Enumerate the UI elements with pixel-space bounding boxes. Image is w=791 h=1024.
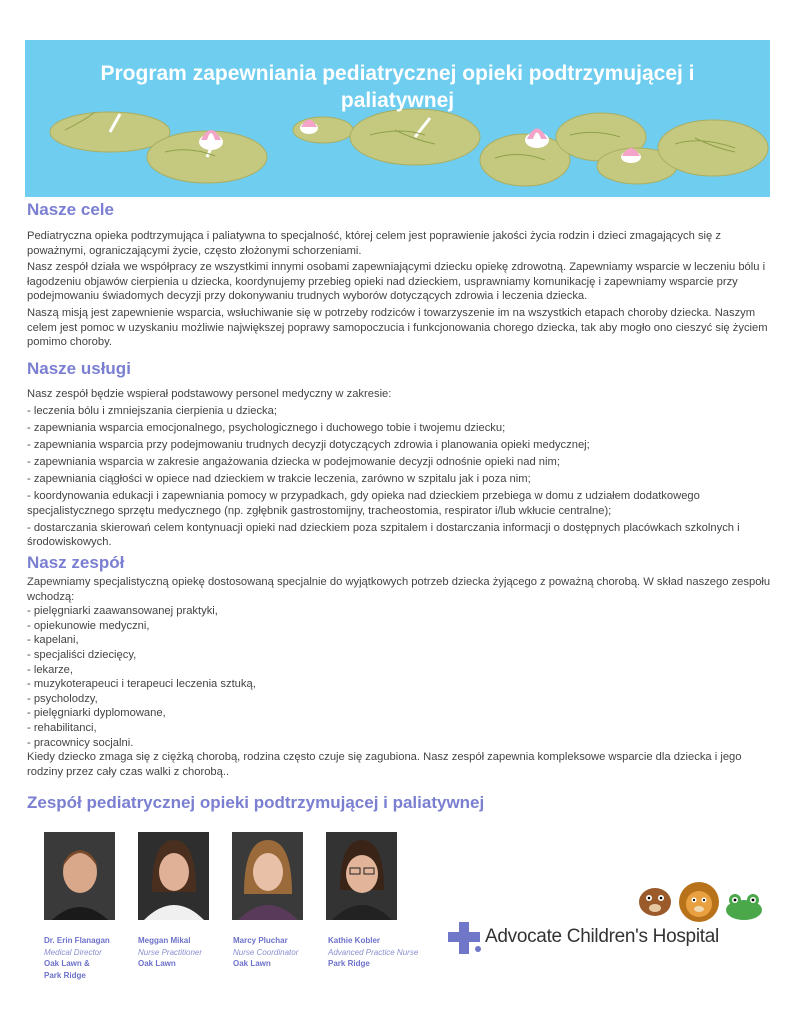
staff-photo	[44, 832, 115, 920]
staff-role: Nurse Coordinator	[233, 947, 299, 957]
list-item: - zapewniania wsparcia emocjonalnego, psychologicznego i duchowego tobie i twojemu dziecku;	[27, 421, 506, 434]
staff-photo	[326, 832, 397, 920]
hospital-logo	[447, 880, 767, 960]
list-item: - dostarczania skierowań celem kontynuacji opieki nad dzieckiem poza szpitalem i dostarczania informacji o dostępnych placówkach szkolnych i środowiskowych.	[27, 521, 740, 549]
goals-heading: Nasze cele	[27, 200, 114, 219]
list-item: - pracownicy socjalni.	[27, 736, 134, 749]
list-item: - pielęgniarki zaawansowanej praktyki,	[27, 605, 218, 618]
services-heading: Nasze usługi	[27, 359, 131, 378]
list-item: - muzykoterapeuci i terapeuci leczenia sztuką,	[27, 678, 256, 691]
staff-location: Oak Lawn	[138, 959, 176, 968]
staff-role: Medical Director	[44, 947, 102, 957]
list-item: - zapewniania wsparcia przy podejmowaniu trudnych decyzji dotyczących zdrowia i planowania opieki medycznej;	[27, 438, 590, 451]
staff-heading: Zespół pediatrycznej opieki podtrzymującej i paliatywnej	[27, 793, 485, 812]
staff-location: Oak Lawn &	[44, 959, 90, 968]
staff-card	[233, 935, 298, 970]
staff-card	[138, 935, 202, 970]
lion-icon	[679, 882, 719, 922]
team-heading: Nasz zespół	[27, 553, 125, 572]
staff-name: Dr. Erin Flanagan	[44, 936, 110, 945]
staff-role: Advanced Practice Nurse	[328, 947, 419, 957]
list-item: - rehabilitanci,	[27, 721, 97, 734]
staff-photo	[232, 832, 303, 920]
list-item: - opiekunowie medyczni,	[27, 619, 150, 632]
medical-cross-icon	[448, 922, 481, 954]
staff-photo	[138, 832, 209, 920]
staff-location: Park Ridge	[328, 959, 370, 968]
staff-name: Kathie Kobler	[328, 936, 381, 945]
goals-section	[27, 229, 772, 350]
logo-graphic	[447, 880, 767, 960]
lotus-flower-icon	[525, 129, 549, 149]
services-intro: Nasz zespół będzie wspierał podstawowy personel medyczny w zakresie:	[27, 388, 392, 400]
list-item: - specjaliści dziecięcy,	[27, 648, 137, 661]
list-item: - pielęgniarki dyplomowane,	[27, 707, 166, 720]
goals-paragraph: Nasz zespół działa we współpracy ze wszystkimi innymi osobami zapewniającymi dziecku opiekę zdrowotną. Zapewniamy wsparcie w leczeniu bólu i łagodzeniu objawów cierpienia u dziecka, koordynujemy przebieg opieki nad dzieckiem, usprawniamy komunikację i zapewniamy wsparcie przy podejmowaniu świadomych decyzji przy dokonywaniu trudnych wyborów dotyczących zdrowia i leczenia dziecka.	[27, 261, 766, 303]
header-banner	[25, 40, 770, 197]
team-section	[27, 575, 772, 779]
logo-text: Advocate Children's Hospital	[485, 926, 719, 947]
list-item: - psycholodzy,	[27, 692, 98, 705]
staff-name: Meggan Mikal	[138, 936, 191, 945]
list-item: - zapewniania ciągłości w opiece nad dzieckiem w trakcie leczenia, zarówno w szpitalu jak i poza nim;	[27, 472, 531, 485]
page-title: Program zapewniania pediatrycznej opieki podtrzymującej i paliatywnej	[100, 62, 695, 112]
team-closing: Kiedy dziecko zmaga się z ciężką chorobą, rodzina często czuje się zagubiona. Nasz zespół zapewnia kompleksowe wsparcie dla dziecka i jego rodziny przez cały czas walki z chorobą..	[27, 751, 742, 778]
list-item: - lekarze,	[27, 663, 74, 676]
goals-paragraph: Pediatryczna opieka podtrzymująca i paliatywna to specjalność, której celem jest poprawienie jakości życia rodzin i dzieci zmagających się z poważnymi, ograniczającymi życie, często złożonymi schorzeniami.	[27, 230, 721, 257]
staff-role: Nurse Practitioner	[138, 947, 203, 957]
staff-name: Marcy Pluchar	[233, 936, 288, 945]
goals-paragraph: Naszą misją jest zapewnienie wsparcia, wsłuchiwanie się w potrzeby rodziców i towarzyszenie im na wszystkich etapach choroby dziecka. Naszym celem jest pomoc w uzyskaniu możliwie największej poprawy samopoczucia i funkcjonowania chorego dziecka, tak aby mogło ono cieszyć się życiem pomimo choroby.	[27, 306, 768, 349]
team-intro: Zapewniamy specjalistyczną opiekę dostosowaną specjalnie do wyjątkowych potrzeb dziecka żyjącego z poważną chorobą. W skład naszego zespołu wchodzą:	[27, 576, 771, 603]
staff-location: Park Ridge	[44, 970, 86, 980]
services-section	[27, 386, 772, 550]
beaver-icon	[639, 888, 671, 916]
staff-card	[328, 935, 418, 970]
list-item: - leczenia bólu i zmniejszania cierpienia u dziecka;	[27, 404, 277, 417]
list-item: - zapewniania wsparcia w zakresie angażowania dziecka w podejmowanie decyzji odnośnie opieki nad nim;	[27, 455, 560, 468]
list-item: - koordynowania edukacji i zapewniania pomocy w przypadkach, gdy opieka nad dzieckiem przebiega w domu z udziałem dodatkowego specjalistycznego sprzętu medycznego (np. zgłębnik gastrostomijny, tracheostomia, respirator i/lub wkłucie centralne);	[27, 490, 700, 518]
staff-card	[44, 935, 110, 981]
staff-location: Oak Lawn	[233, 959, 271, 968]
frog-icon	[726, 894, 762, 920]
list-item: - kapelani,	[27, 634, 79, 647]
